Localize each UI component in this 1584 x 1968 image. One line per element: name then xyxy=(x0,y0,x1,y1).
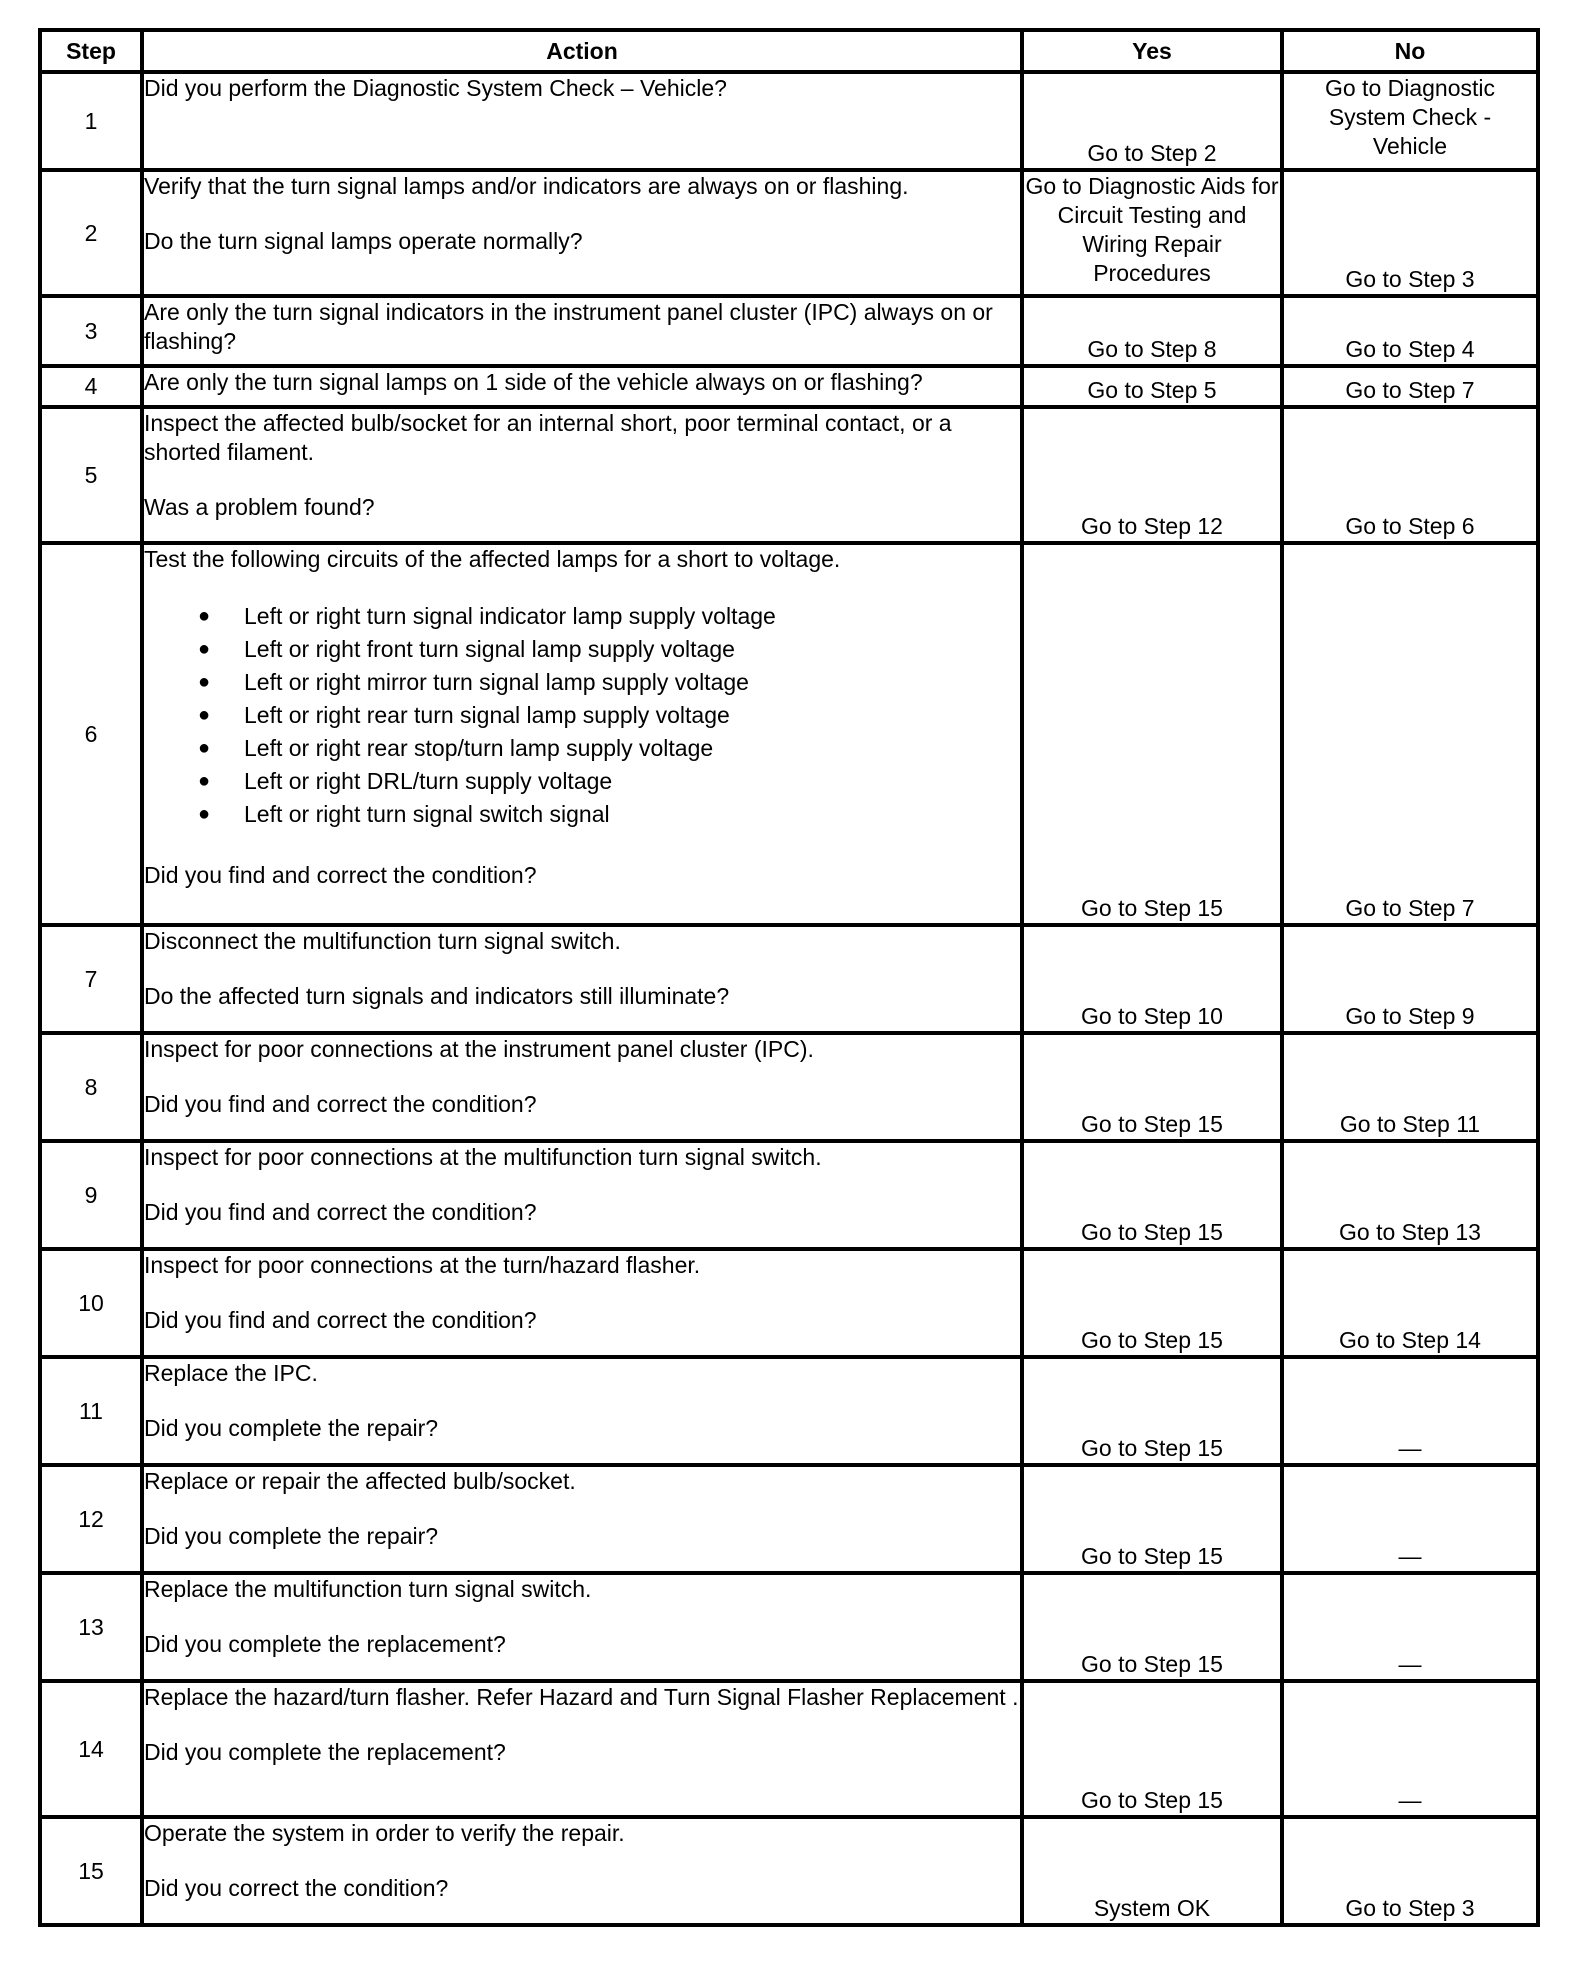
step-number: 13 xyxy=(40,1573,142,1681)
no-cell: Go to Step 11 xyxy=(1282,1033,1538,1141)
yes-cell: Go to Step 15 xyxy=(1022,1357,1282,1465)
action-question: Did you complete the repair? xyxy=(144,1415,439,1441)
action-cell xyxy=(142,1681,1022,1817)
table-row xyxy=(40,72,1538,170)
list-item: ● Left or right mirror turn signal lamp supply voltage xyxy=(194,666,1020,699)
table-row xyxy=(40,543,1538,925)
step-number: 8 xyxy=(40,1033,142,1141)
no-cell: — xyxy=(1282,1357,1538,1465)
action-question: Did you find and correct the condition? xyxy=(144,1199,537,1225)
action-text: Inspect for poor connections at the instrument panel cluster (IPC). xyxy=(144,1036,814,1062)
step-number: 11 xyxy=(40,1357,142,1465)
table-row xyxy=(40,296,1538,366)
action-text: Operate the system in order to verify the repair. xyxy=(144,1820,625,1846)
step-number: 5 xyxy=(40,407,142,543)
no-cell: Go to Step 6 xyxy=(1282,407,1538,543)
step-number: 10 xyxy=(40,1249,142,1357)
yes-cell: Go to Step 15 xyxy=(1022,543,1282,925)
yes-cell: Go to Step 2 xyxy=(1022,72,1282,170)
step-number: 4 xyxy=(40,366,142,407)
bullet-icon: ● xyxy=(197,638,211,660)
list-item: ● Left or right front turn signal lamp supply voltage xyxy=(194,633,1020,666)
header-step: Step xyxy=(40,30,142,72)
action-cell xyxy=(142,1817,1022,1925)
yes-cell: Go to Diagnostic Aids for Circuit Testing and Wiring Repair Procedures xyxy=(1022,170,1282,296)
header-no: No xyxy=(1282,30,1538,72)
yes-cell: Go to Step 15 xyxy=(1022,1465,1282,1573)
action-cell xyxy=(142,366,1022,407)
table-row xyxy=(40,407,1538,543)
action-cell xyxy=(142,1249,1022,1357)
action-cell xyxy=(142,296,1022,366)
table-row xyxy=(40,366,1538,407)
step-number: 12 xyxy=(40,1465,142,1573)
yes-cell: Go to Step 12 xyxy=(1022,407,1282,543)
yes-cell: Go to Step 15 xyxy=(1022,1249,1282,1357)
yes-cell: System OK xyxy=(1022,1817,1282,1925)
header-yes: Yes xyxy=(1022,30,1282,72)
action-cell xyxy=(142,72,1022,170)
action-text: Replace the IPC. xyxy=(144,1360,318,1386)
action-text: Inspect the affected bulb/socket for an internal short, poor terminal contact, or a shorted filament. xyxy=(144,410,952,465)
step-number: 3 xyxy=(40,296,142,366)
action-text: Did you perform the Diagnostic System Check – Vehicle? xyxy=(144,75,727,101)
table-row xyxy=(40,1817,1538,1925)
yes-cell: Go to Step 10 xyxy=(1022,925,1282,1033)
header-row xyxy=(40,30,1538,72)
action-question: Did you complete the repair? xyxy=(144,1523,439,1549)
action-text: Replace the hazard/turn flasher. Refer Hazard and Turn Signal Flasher Replacement . xyxy=(144,1684,1019,1710)
table-row xyxy=(40,1141,1538,1249)
action-question: Do the affected turn signals and indicators still illuminate? xyxy=(144,983,730,1009)
header-action: Action xyxy=(142,30,1022,72)
step-number: 2 xyxy=(40,170,142,296)
action-question: Did you correct the condition? xyxy=(144,1875,449,1901)
no-cell: Go to Diagnostic System Check - Vehicle xyxy=(1282,72,1538,170)
action-question: Did you find and correct the condition? xyxy=(144,1091,537,1117)
step-number: 14 xyxy=(40,1681,142,1817)
action-text: Replace or repair the affected bulb/socket. xyxy=(144,1468,576,1494)
action-text: Are only the turn signal indicators in the instrument panel cluster (IPC) always on or flashing? xyxy=(144,299,993,354)
action-question: Did you find and correct the condition? xyxy=(144,862,537,888)
step-number: 6 xyxy=(40,543,142,925)
yes-cell: Go to Step 8 xyxy=(1022,296,1282,366)
step-number: 9 xyxy=(40,1141,142,1249)
action-cell xyxy=(142,543,1022,925)
yes-cell: Go to Step 5 xyxy=(1022,366,1282,407)
yes-cell: Go to Step 15 xyxy=(1022,1033,1282,1141)
list-item: ● Left or right turn signal switch signal xyxy=(194,798,1020,831)
bullet-icon: ● xyxy=(197,803,211,825)
no-cell: Go to Step 13 xyxy=(1282,1141,1538,1249)
table-row xyxy=(40,1681,1538,1817)
list-item: ● Left or right rear stop/turn lamp supply voltage xyxy=(194,732,1020,765)
no-cell: — xyxy=(1282,1573,1538,1681)
table-row xyxy=(40,1465,1538,1573)
table-row xyxy=(40,1033,1538,1141)
no-cell: Go to Step 7 xyxy=(1282,543,1538,925)
list-item: ● Left or right turn signal indicator lamp supply voltage xyxy=(194,600,1020,633)
no-cell: Go to Step 3 xyxy=(1282,1817,1538,1925)
bullet-icon: ● xyxy=(197,605,211,627)
action-text: Inspect for poor connections at the turn/hazard flasher. xyxy=(144,1252,701,1278)
action-question: Was a problem found? xyxy=(144,494,375,520)
bullet-icon: ● xyxy=(197,770,211,792)
no-cell: Go to Step 4 xyxy=(1282,296,1538,366)
action-cell xyxy=(142,1357,1022,1465)
bullet-icon: ● xyxy=(197,671,211,693)
no-cell: Go to Step 7 xyxy=(1282,366,1538,407)
action-cell xyxy=(142,407,1022,543)
table-row xyxy=(40,1573,1538,1681)
no-cell: Go to Step 9 xyxy=(1282,925,1538,1033)
list-item: ● Left or right rear turn signal lamp supply voltage xyxy=(194,699,1020,732)
action-cell xyxy=(142,1033,1022,1141)
step-number: 1 xyxy=(40,72,142,170)
table-row xyxy=(40,170,1538,296)
action-question: Did you complete the replacement? xyxy=(144,1739,506,1765)
yes-cell: Go to Step 15 xyxy=(1022,1681,1282,1817)
action-question: Did you complete the replacement? xyxy=(144,1631,506,1657)
action-text: Inspect for poor connections at the multifunction turn signal switch. xyxy=(144,1144,822,1170)
yes-cell: Go to Step 15 xyxy=(1022,1573,1282,1681)
action-cell xyxy=(142,1465,1022,1573)
action-text: Test the following circuits of the affected lamps for a short to voltage. xyxy=(144,546,841,572)
action-text: Replace the multifunction turn signal switch. xyxy=(144,1576,592,1602)
bullet-icon: ● xyxy=(197,704,211,726)
diagnostic-table xyxy=(38,28,1540,1927)
action-cell xyxy=(142,1141,1022,1249)
action-text: Disconnect the multifunction turn signal switch. xyxy=(144,928,621,954)
yes-cell: Go to Step 15 xyxy=(1022,1141,1282,1249)
action-text: Are only the turn signal lamps on 1 side of the vehicle always on or flashing? xyxy=(144,369,923,395)
circuit-list xyxy=(144,600,1020,831)
action-cell xyxy=(142,925,1022,1033)
action-question: Did you find and correct the condition? xyxy=(144,1307,537,1333)
table-row xyxy=(40,1249,1538,1357)
no-cell: — xyxy=(1282,1681,1538,1817)
step-number: 7 xyxy=(40,925,142,1033)
list-item: ● Left or right DRL/turn supply voltage xyxy=(194,765,1020,798)
action-text: Verify that the turn signal lamps and/or indicators are always on or flashing. xyxy=(144,173,909,199)
no-cell: Go to Step 14 xyxy=(1282,1249,1538,1357)
no-cell: — xyxy=(1282,1465,1538,1573)
table-row xyxy=(40,1357,1538,1465)
step-number: 15 xyxy=(40,1817,142,1925)
no-cell: Go to Step 3 xyxy=(1282,170,1538,296)
bullet-icon: ● xyxy=(197,737,211,759)
action-question: Do the turn signal lamps operate normally? xyxy=(144,228,583,254)
action-cell xyxy=(142,1573,1022,1681)
table-row xyxy=(40,925,1538,1033)
action-cell xyxy=(142,170,1022,296)
